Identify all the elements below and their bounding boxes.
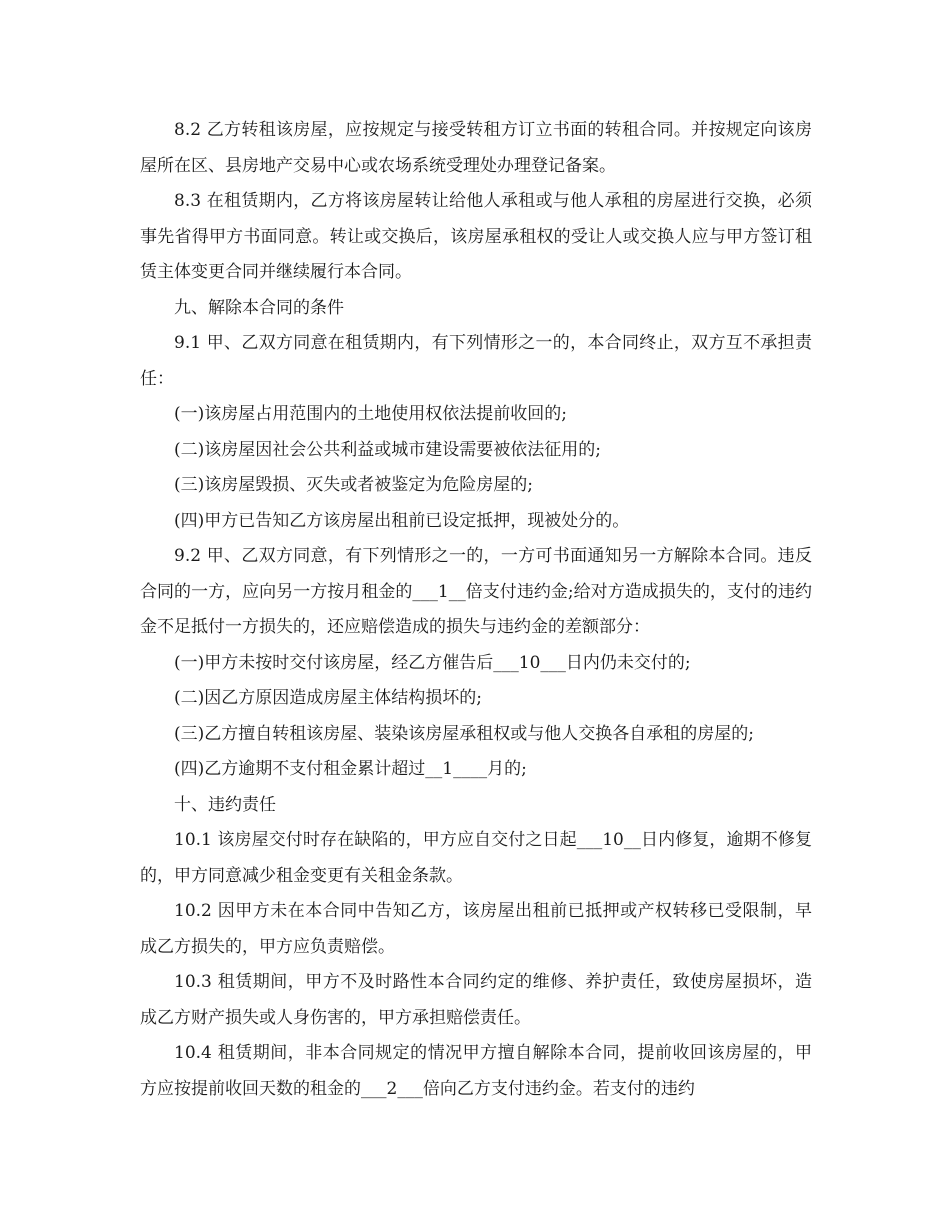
clause-9-1-item-1: (一)该房屋占用范围内的土地使用权依法提前收回的; (174, 404, 567, 424)
section-heading-10: 十、违约责任 (174, 794, 276, 815)
clause-10-1: 10.1 该房屋交付时存在缺陷的，甲方应自交付之日起___10__日内修复，逾期不修复的，甲方同意减少租金变更有关租金条款。 (140, 830, 812, 886)
clause-9-1-item-2: (二)该房屋因社会公共利益或城市建设需要被依法征用的; (174, 439, 601, 460)
clause-9-1: 9.1 甲、乙双方同意在租赁期内，有下列情形之一的，本合同终止，双方互不承担责任： (140, 333, 812, 389)
clause-9-1-item-3: (三)该房屋毁损、灭失或者被鉴定为危险房屋的; (174, 475, 533, 495)
clause-9-2-item-2: (二)因乙方原因造成房屋主体结构损坏的; (174, 688, 482, 708)
clause-8-3: 8.3 在租赁期内，乙方将该房屋转让给他人承租或与他人承租的房屋进行交换，必须事先省得甲方书面同意。转让或交换后，该房屋承租权的受让人或交换人应与甲方签订租赁主体变更合同并继续履行本合同。 (140, 191, 812, 282)
document-body (140, 113, 812, 1107)
clause-10-2: 10.2 因甲方未在本合同中告知乙方，该房屋出租前已抵押或产权转移已受限制，早成乙方损失的，甲方应负责赔偿。 (140, 901, 812, 957)
clause-9-1-item-4: (四)甲方已告知乙方该房屋出租前已设定抵押，现被处分的。 (174, 510, 630, 531)
clause-9-2-item-1: (一)甲方未按时交付该房屋，经乙方催告后___10___日内仍未交付的; (174, 652, 691, 673)
clause-10-3: 10.3 租赁期间，甲方不及时路性本合同约定的维修、养护责任，致使房屋损坏，造成乙方财产损失或人身伤害的，甲方承担赔偿责任。 (140, 972, 812, 1028)
clause-9-2-item-4: (四)乙方逾期不支付租金累计超过__1____月的; (174, 759, 527, 779)
clause-10-4: 10.4 租赁期间，非本合同规定的情况甲方擅自解除本合同，提前收回该房屋的，甲方应按提前收回天数的租金的___2___倍向乙方支付违约金。若支付的违约 (140, 1043, 812, 1099)
section-heading-9: 九、解除本合同的条件 (174, 297, 344, 318)
clause-9-2: 9.2 甲、乙双方同意，有下列情形之一的，一方可书面通知另一方解除本合同。违反合同的一方，应向另一方按月租金的___1__倍支付违约金;给对方造成损失的，支付的违约金不足抵付一方损失的，还应赔偿造成的损失与违约金的差额部分： (140, 546, 812, 637)
clause-9-2-item-3: (三)乙方擅自转租该房屋、装染该房屋承租权或与他人交换各自承租的房屋的; (174, 723, 754, 744)
clause-8-2: 8.2 乙方转租该房屋，应按规定与接受转租方订立书面的转租合同。并按规定向该房屋所在区、县房地产交易中心或农场系统受理处办理登记备案。 (140, 120, 812, 176)
